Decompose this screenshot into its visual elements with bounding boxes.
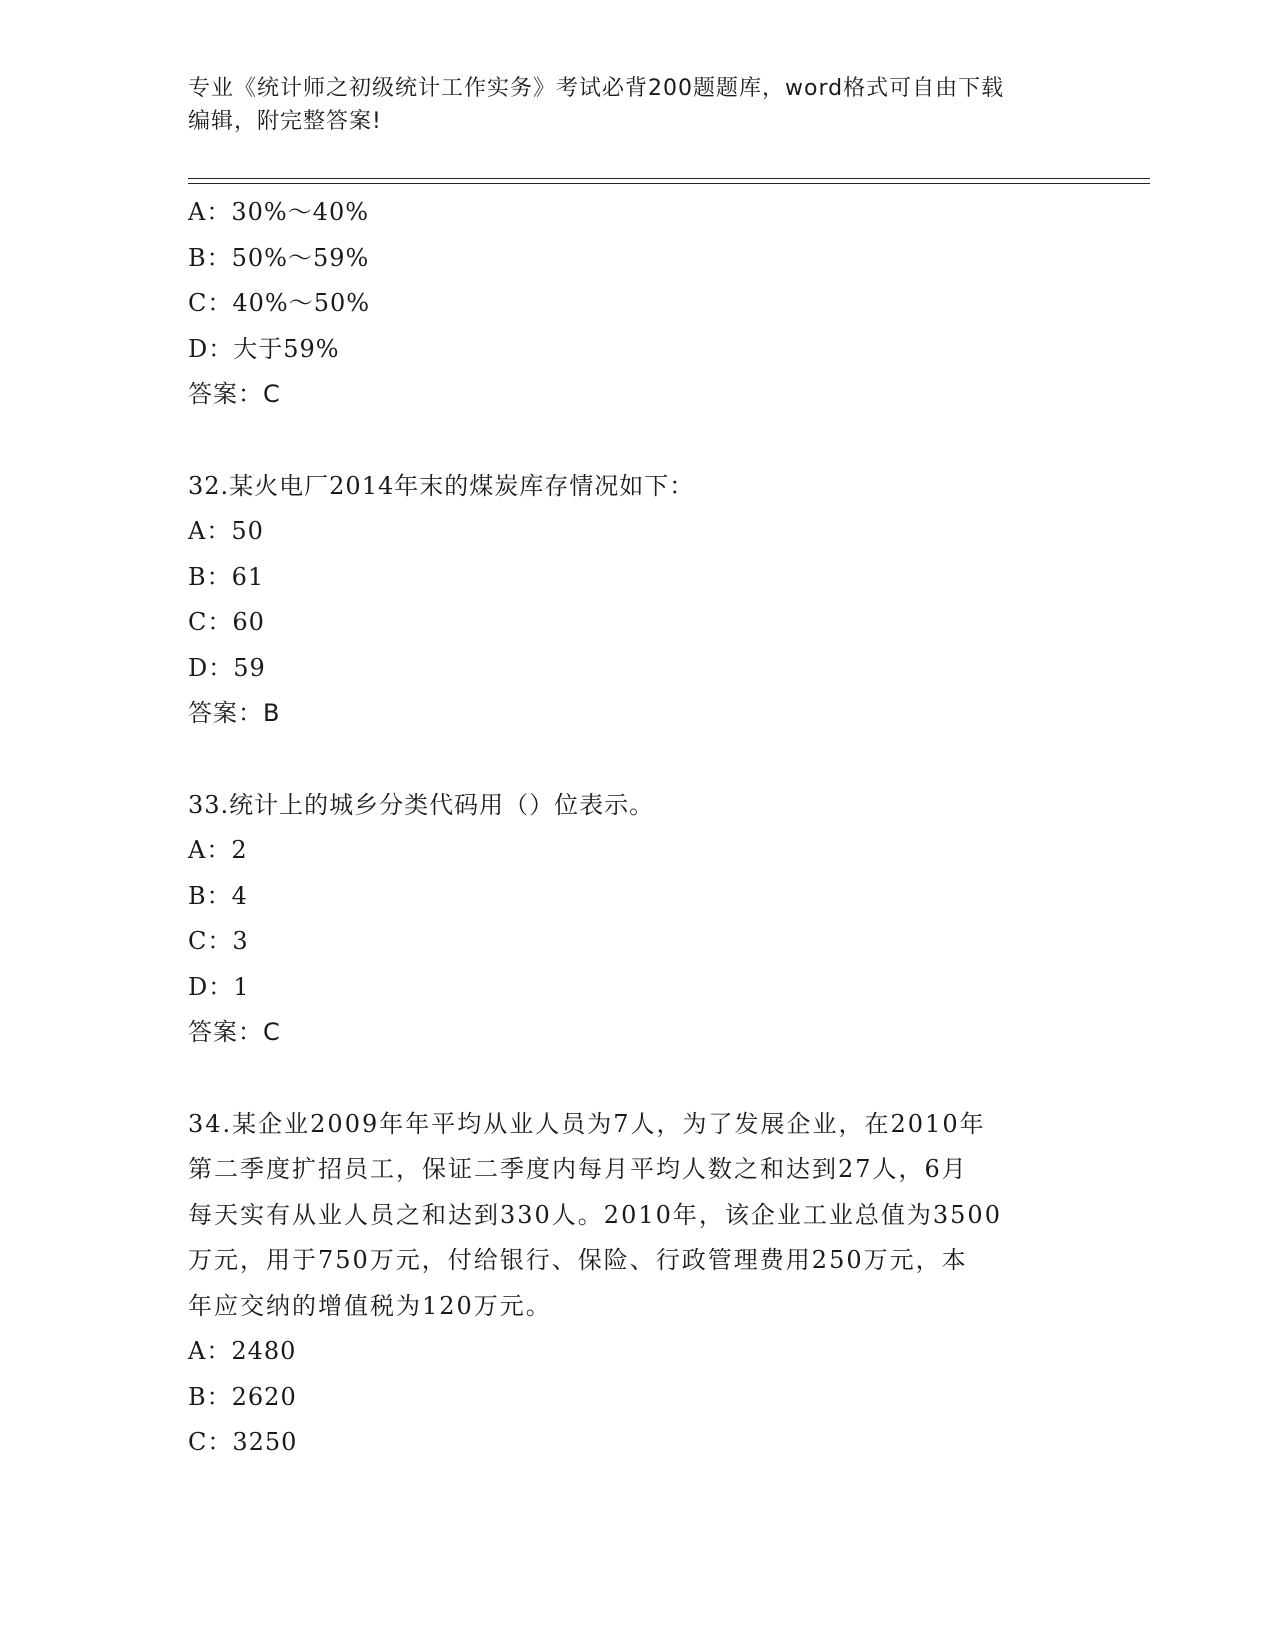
question-list [188,190,1088,1466]
option-a: A：2 [188,836,248,864]
answer: 答案：B [188,699,281,727]
spacer [188,1056,1088,1102]
header-divider-top [188,178,1150,179]
question-text [188,1102,1068,1330]
option-a: A：30%～40% [188,198,370,226]
question-31 [188,190,1088,418]
question-text: 32.某火电厂2014年末的煤炭库存情况如下： [188,471,695,500]
option-c: C：3250 [188,1428,298,1456]
spacer [188,418,1088,464]
option-d: D：大于59% [188,334,340,363]
question-line: 万元，用于750万元，付给银行、保险、行政管理费用250万元，本 [188,1246,968,1274]
question-line: 年应交纳的增值税为120万元。 [188,1291,552,1320]
answer: 答案：C [188,1018,281,1046]
option-c: C：3 [188,927,249,955]
option-a: A：2480 [188,1337,297,1365]
question-34 [188,1102,1088,1466]
option-a: A：50 [188,517,264,545]
question-line: 第二季度扩招员工，保证二季度内每月平均人数之和达到27人，6月 [188,1155,968,1183]
header-line-1: 专业《统计师之初级统计工作实务》考试必背200题题库，word格式可自由下载 [188,76,1005,101]
option-d: D：1 [188,972,250,1001]
document-header [188,72,1088,138]
option-b: B：61 [188,562,265,591]
option-d: D：59 [188,653,266,682]
answer: 答案：C [188,380,281,408]
header-divider-bottom [188,183,1150,184]
spacer [188,737,1088,783]
question-32 [188,464,1088,737]
option-c: C：60 [188,608,265,636]
question-text: 33.统计上的城乡分类代码用（）位表示。 [188,790,655,819]
question-33 [188,783,1088,1056]
option-b: B：4 [188,881,248,910]
question-line: 每天实有从业人员之和达到330人。2010年，该企业工业总值为3500 [188,1200,1002,1229]
option-b: B：2620 [188,1382,297,1411]
question-line: 34.某企业2009年年平均从业人员为7人，为了发展企业，在2010年 [188,1109,986,1138]
option-c: C：40%～50% [188,289,371,317]
option-b: B：50%～59% [188,243,370,272]
header-line-2: 编辑，附完整答案! [188,109,382,134]
